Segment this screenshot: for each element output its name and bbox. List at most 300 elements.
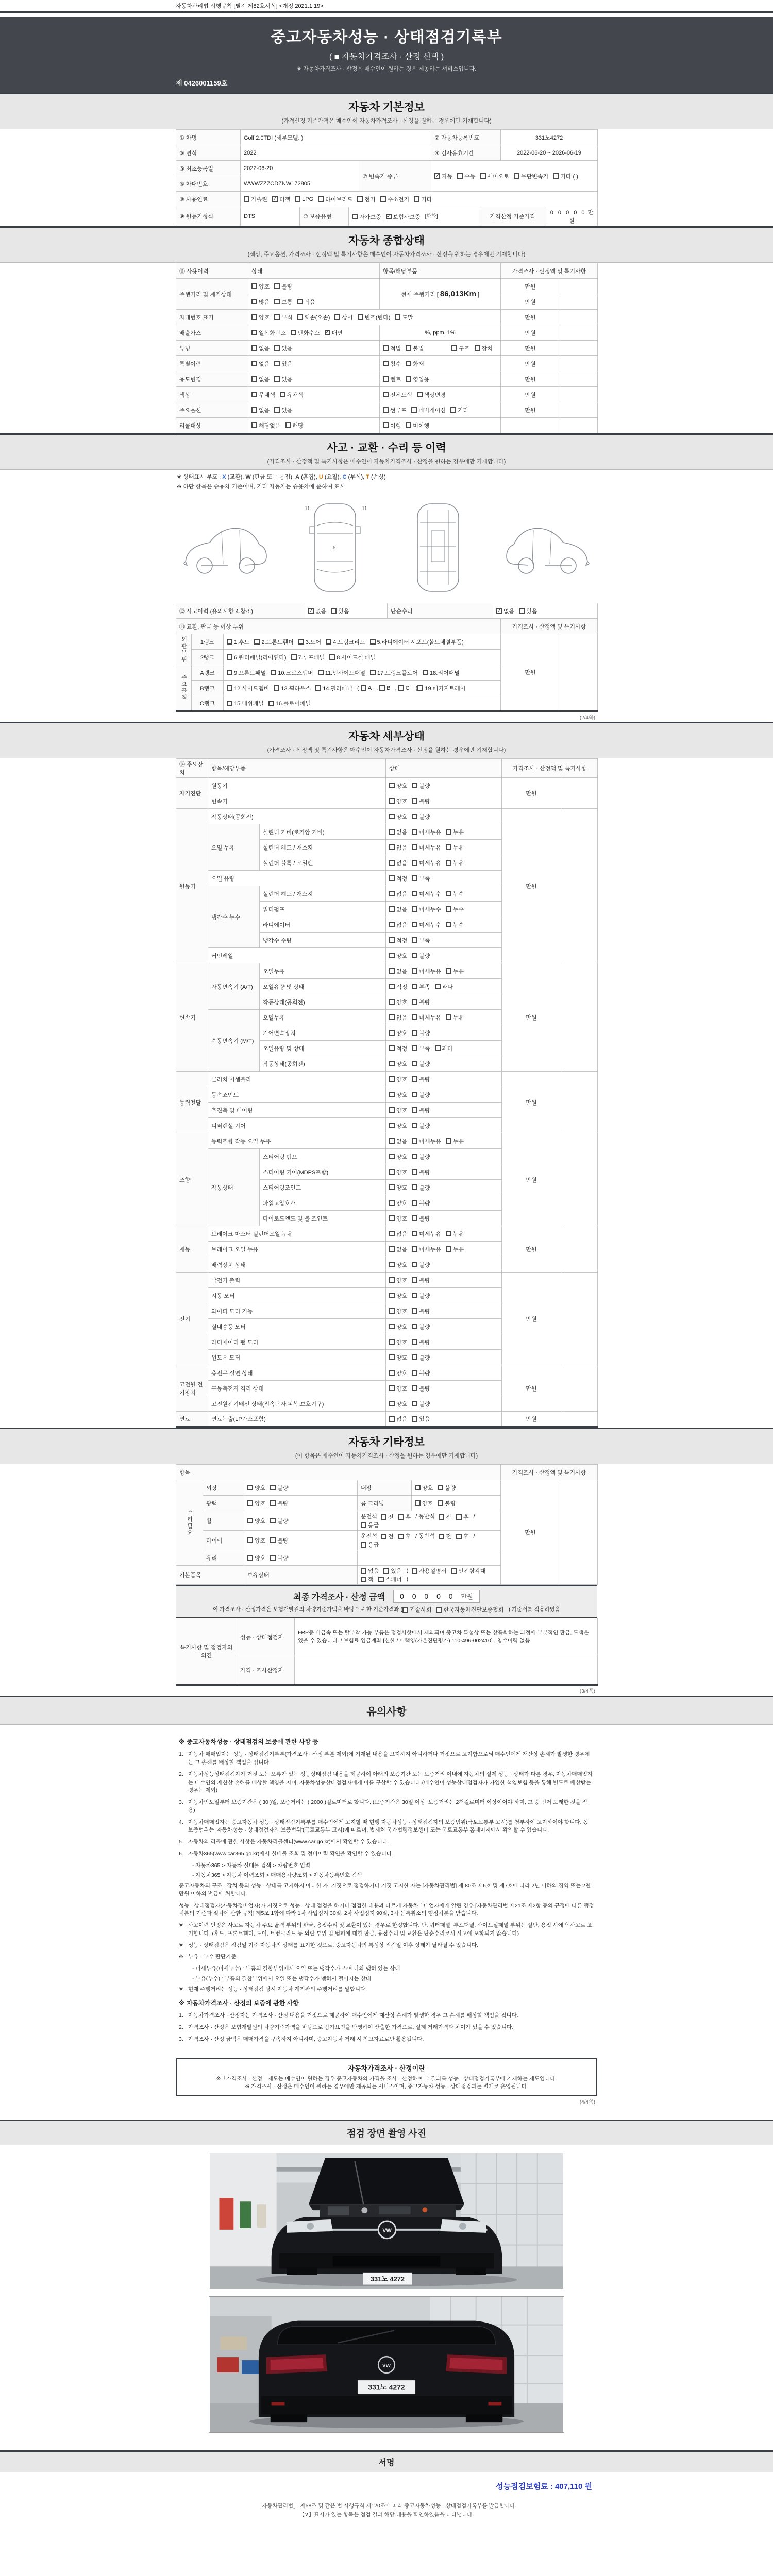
option-checkbox[interactable]: [274, 344, 292, 352]
option-checkbox[interactable]: [251, 329, 286, 337]
option-checkbox[interactable]: [361, 1521, 379, 1529]
field-label: ① 차명: [176, 130, 241, 145]
option-checkbox[interactable]: [412, 874, 430, 883]
inspection-photos: [176, 2145, 597, 2447]
checkbox-label: 불량: [419, 1200, 430, 1207]
option-checkbox[interactable]: [412, 828, 441, 836]
option-checkbox[interactable]: [446, 967, 464, 975]
option-checkbox[interactable]: [251, 313, 270, 321]
price-cell: 만원: [501, 325, 560, 341]
option-checkbox[interactable]: [227, 653, 287, 662]
option-checkbox[interactable]: [389, 1137, 407, 1145]
option-checkbox[interactable]: [383, 375, 401, 383]
option-checkbox[interactable]: [389, 1013, 407, 1022]
option-checkbox[interactable]: [270, 1499, 288, 1507]
option-checkbox[interactable]: [370, 638, 464, 646]
option-checkbox[interactable]: [274, 313, 292, 321]
option-checkbox[interactable]: [389, 952, 407, 960]
option-checkbox[interactable]: [389, 797, 407, 805]
option-checkbox[interactable]: [270, 1554, 288, 1562]
car-diagram-right-side: [502, 497, 595, 598]
option-checkbox[interactable]: [412, 1183, 430, 1192]
option-checkbox[interactable]: [383, 344, 401, 352]
checkbox-icon: [412, 1308, 417, 1314]
option-checkbox[interactable]: [389, 1091, 407, 1099]
option-checkbox[interactable]: [268, 699, 311, 707]
option-checkbox[interactable]: [389, 1353, 407, 1362]
option-checkbox[interactable]: [270, 1517, 288, 1525]
option-checkbox[interactable]: [415, 1499, 433, 1507]
damage-code: X: [222, 474, 226, 480]
checkbox-label: 이행: [390, 422, 401, 429]
option-checkbox[interactable]: [378, 1575, 402, 1583]
option-checkbox[interactable]: [389, 1384, 407, 1393]
option-checkbox[interactable]: [412, 905, 441, 913]
option-checkbox[interactable]: [412, 1369, 430, 1377]
option-checkbox[interactable]: [358, 313, 391, 321]
checkbox-icon: [331, 608, 337, 614]
option-checkbox[interactable]: [451, 344, 469, 352]
option-checkbox[interactable]: [446, 905, 464, 913]
option-checkbox[interactable]: [247, 1554, 265, 1562]
option-checkbox[interactable]: [457, 172, 475, 180]
option-checkbox[interactable]: [389, 1183, 407, 1192]
item-label: 스티어링조인트: [260, 1180, 386, 1195]
option-checkbox[interactable]: [389, 1400, 407, 1408]
option-checkbox[interactable]: [446, 921, 464, 929]
option-checkbox[interactable]: [389, 1075, 407, 1083]
option-checkbox[interactable]: [389, 890, 407, 898]
option-checkbox[interactable]: [389, 859, 407, 867]
option-checkbox[interactable]: [389, 1153, 407, 1161]
checkbox-icon: [417, 392, 423, 397]
option-checkbox[interactable]: [389, 1214, 407, 1223]
option-checkbox[interactable]: [412, 1168, 430, 1176]
checkbox-label: 있음: [281, 361, 293, 367]
option-checkbox[interactable]: [412, 1307, 430, 1315]
item-cell: [380, 418, 501, 433]
option-checkbox[interactable]: [406, 344, 424, 352]
option-checkbox[interactable]: [389, 967, 407, 975]
option-checkbox[interactable]: [389, 828, 407, 836]
option-checkbox[interactable]: [389, 982, 407, 991]
option-checkbox[interactable]: [415, 1484, 433, 1492]
option-checkbox[interactable]: [325, 329, 343, 337]
option-checkbox[interactable]: [389, 1106, 407, 1114]
section-detail-header: [0, 722, 773, 758]
option-checkbox[interactable]: [386, 213, 421, 221]
option-checkbox[interactable]: [446, 1013, 464, 1022]
option-checkbox[interactable]: [412, 890, 441, 898]
checkbox-icon: [389, 798, 395, 804]
option-checkbox[interactable]: [412, 1245, 441, 1253]
option-checkbox[interactable]: [383, 360, 401, 368]
item-label: 디퍼렌셜 기어: [208, 1118, 386, 1133]
option-checkbox[interactable]: [412, 1323, 430, 1331]
checkbox-icon: [389, 1246, 395, 1252]
option-checkbox[interactable]: [411, 406, 446, 414]
option-checkbox[interactable]: [247, 1484, 265, 1492]
price-cell: 만원: [501, 634, 560, 711]
price-cell: 만원: [502, 1365, 561, 1412]
option-checkbox[interactable]: [389, 1168, 407, 1176]
option-checkbox[interactable]: [389, 1261, 407, 1269]
option-checkbox[interactable]: [412, 982, 430, 991]
status-cell: [386, 778, 502, 793]
option-checkbox[interactable]: [423, 669, 460, 677]
option-checkbox[interactable]: [412, 1214, 430, 1223]
detail-row: [176, 963, 598, 979]
option-checkbox[interactable]: [274, 282, 292, 291]
checkbox-label: 불량: [419, 1370, 430, 1377]
checkbox-label: 불량: [419, 1401, 430, 1408]
option-checkbox[interactable]: [383, 391, 412, 399]
simple-repair-options: [493, 603, 598, 619]
option-checkbox[interactable]: [412, 1091, 430, 1099]
rank-row: [176, 634, 598, 650]
checkbox-label: 불량: [419, 1339, 430, 1346]
option-checkbox[interactable]: [291, 653, 325, 662]
option-checkbox[interactable]: [389, 1029, 407, 1037]
option-checkbox[interactable]: [395, 313, 413, 321]
option-checkbox[interactable]: [389, 843, 407, 852]
option-checkbox[interactable]: [412, 1153, 430, 1161]
option-checkbox[interactable]: [272, 195, 290, 204]
checkbox-icon: [395, 314, 400, 320]
option-checkbox[interactable]: [291, 329, 320, 337]
checkbox-label: 불량: [419, 1184, 430, 1191]
option-checkbox[interactable]: [298, 638, 321, 646]
option-checkbox[interactable]: [412, 1122, 430, 1130]
option-checkbox[interactable]: [406, 421, 429, 430]
option-checkbox[interactable]: [389, 812, 407, 821]
detail-row: [176, 1133, 598, 1149]
checkbox-label: 스패너: [385, 1577, 402, 1583]
option-checkbox[interactable]: [446, 828, 464, 836]
status-cell: [248, 387, 380, 402]
checkbox-icon: [412, 875, 417, 881]
option-checkbox[interactable]: [308, 607, 326, 615]
option-checkbox[interactable]: [412, 1013, 441, 1022]
inspector-opinions-table: [176, 1618, 597, 1686]
option-checkbox[interactable]: [244, 195, 267, 204]
option-checkbox[interactable]: [414, 195, 432, 204]
option-checkbox[interactable]: [434, 172, 452, 180]
option-checkbox[interactable]: [389, 1307, 407, 1315]
option-checkbox[interactable]: [412, 1338, 430, 1346]
option-checkbox[interactable]: [383, 406, 407, 414]
option-checkbox[interactable]: [412, 1567, 446, 1575]
option-checkbox[interactable]: [379, 685, 390, 691]
option-checkbox[interactable]: [326, 638, 365, 646]
option-checkbox[interactable]: [389, 998, 407, 1006]
device-label: 변속기: [176, 963, 208, 1072]
price-cell: 만원: [501, 356, 560, 371]
checkbox-icon: [227, 670, 232, 675]
option-checkbox[interactable]: [380, 195, 410, 204]
checkbox-icon: [415, 1485, 421, 1490]
option-checkbox[interactable]: [412, 967, 441, 975]
option-checkbox[interactable]: [435, 1044, 453, 1053]
option-checkbox[interactable]: [274, 406, 292, 414]
option-checkbox[interactable]: [329, 653, 376, 662]
checkbox-label: 불량: [419, 1215, 430, 1222]
option-checkbox[interactable]: [412, 921, 441, 929]
option-checkbox[interactable]: [456, 1532, 469, 1540]
option-checkbox[interactable]: [227, 699, 264, 707]
option-checkbox[interactable]: [436, 1605, 503, 1614]
checkbox-icon: [412, 1231, 417, 1236]
option-checkbox[interactable]: [297, 313, 330, 321]
simple-repair-label: 단순수리: [388, 603, 493, 619]
option-checkbox[interactable]: [389, 1323, 407, 1331]
option-checkbox[interactable]: [412, 1276, 430, 1284]
option-checkbox[interactable]: [412, 1060, 430, 1068]
option-checkbox[interactable]: [389, 1415, 407, 1423]
option-checkbox[interactable]: [381, 1532, 394, 1540]
notice-item-text: 자동차인도일부터 보증기간은 ( 30 )일, 보증거리는 ( 2000 )킬로미터로 합니다. (보증기간은 30일 이상, 보증거리는 2천킬로미터 이상이어야 하며, 그 중 먼저 도래한 것을 적용): [188, 1799, 587, 1814]
option-checkbox[interactable]: [334, 313, 352, 321]
accident-options: [305, 603, 388, 619]
option-checkbox[interactable]: [280, 391, 304, 399]
option-checkbox[interactable]: [389, 1276, 407, 1284]
etc-options: [244, 1480, 358, 1496]
option-checkbox[interactable]: [389, 1199, 407, 1207]
option-checkbox[interactable]: [389, 874, 407, 883]
option-checkbox[interactable]: [406, 360, 424, 368]
option-checkbox[interactable]: [381, 1513, 394, 1521]
option-checkbox[interactable]: [361, 1575, 374, 1583]
item-label: 파워고압호스: [260, 1195, 386, 1211]
checkbox-icon: [285, 422, 291, 428]
option-checkbox[interactable]: [389, 782, 407, 790]
option-checkbox[interactable]: [251, 282, 270, 291]
option-checkbox[interactable]: [389, 1230, 407, 1238]
option-checkbox[interactable]: [412, 797, 430, 805]
option-checkbox[interactable]: [389, 1044, 407, 1053]
option-checkbox[interactable]: [247, 1499, 265, 1507]
option-checkbox[interactable]: [451, 1567, 485, 1575]
checkbox-icon: [254, 639, 260, 645]
option-checkbox[interactable]: [446, 1245, 464, 1253]
option-checkbox[interactable]: [271, 669, 313, 677]
notice-item: [179, 1819, 594, 1835]
tuning-type-options: [451, 344, 497, 352]
option-checkbox[interactable]: [251, 406, 270, 414]
detail-row: [176, 778, 598, 793]
option-checkbox[interactable]: [496, 607, 514, 615]
option-checkbox[interactable]: [446, 890, 464, 898]
option-checkbox[interactable]: [412, 1292, 430, 1300]
option-checkbox[interactable]: [285, 421, 304, 430]
option-checkbox[interactable]: [412, 1415, 430, 1423]
option-checkbox[interactable]: [227, 638, 249, 646]
opinion-text: FRP등 비금속 또는 탈부착 가능 부품은 점검사항에서 제외되며 중고차 특성상 또는 상품화하는 과정에 부분적인 판금, 도색은 있을 수 있습니다. / 보험료 입금계좌 [신한 / 이택영(가온진단평가) 110-496-002410] , 침수이력 없음: [295, 1618, 598, 1656]
option-checkbox[interactable]: [389, 1245, 407, 1253]
option-checkbox[interactable]: [450, 406, 468, 414]
option-checkbox[interactable]: [318, 669, 365, 677]
option-checkbox[interactable]: [412, 1230, 441, 1238]
checkbox-label: 없음: [396, 829, 408, 836]
option-checkbox[interactable]: [398, 685, 410, 691]
checkbox-icon: [412, 953, 417, 958]
item-label: 기어변속장치: [260, 1025, 386, 1041]
option-checkbox[interactable]: [331, 607, 349, 615]
checkbox-label: 양호: [396, 1107, 408, 1114]
option-checkbox[interactable]: [389, 1369, 407, 1377]
option-checkbox[interactable]: [274, 375, 292, 383]
device-label: 고전원 전기장치: [176, 1365, 208, 1412]
option-checkbox[interactable]: [480, 172, 510, 180]
option-checkbox[interactable]: [357, 195, 375, 204]
option-checkbox[interactable]: [398, 1513, 411, 1521]
checkbox-icon: [412, 1416, 417, 1422]
notice-item: [179, 1850, 594, 1858]
option-checkbox[interactable]: [412, 1075, 430, 1083]
checkbox-icon: [406, 361, 411, 366]
option-checkbox[interactable]: [406, 375, 429, 383]
damage-code: A: [295, 474, 300, 480]
option-checkbox[interactable]: [251, 360, 270, 368]
option-checkbox[interactable]: [389, 1338, 407, 1346]
option-checkbox[interactable]: [227, 684, 269, 692]
option-checkbox[interactable]: [412, 1029, 430, 1037]
option-checkbox[interactable]: [389, 1122, 407, 1130]
option-checkbox[interactable]: [553, 172, 578, 180]
option-checkbox[interactable]: [361, 1540, 379, 1549]
diagram-number: 11: [362, 506, 367, 512]
option-checkbox[interactable]: [383, 421, 401, 430]
option-checkbox[interactable]: [412, 952, 430, 960]
option-checkbox[interactable]: [438, 1484, 456, 1492]
option-checkbox[interactable]: [297, 298, 315, 306]
status-cell: [386, 917, 502, 933]
option-checkbox[interactable]: [412, 859, 441, 867]
option-checkbox[interactable]: [389, 936, 407, 944]
status-cell: [386, 1257, 502, 1273]
option-checkbox[interactable]: [439, 1532, 451, 1540]
notice-item-subline: - 자동차365 > 자동차 이력조회 > 매매용차량조회 > 자동차등록번호 검색: [192, 1872, 362, 1879]
option-checkbox[interactable]: [274, 360, 292, 368]
notice-item-number: 6.: [179, 1850, 183, 1857]
option-checkbox[interactable]: [251, 421, 281, 430]
option-checkbox[interactable]: [514, 172, 548, 180]
option-checkbox[interactable]: [412, 1353, 430, 1362]
checkbox-label: 불량: [277, 1518, 289, 1524]
option-checkbox[interactable]: [383, 1567, 401, 1575]
option-checkbox[interactable]: [412, 812, 430, 821]
option-checkbox[interactable]: [417, 391, 446, 399]
option-checkbox[interactable]: [274, 298, 292, 306]
option-checkbox[interactable]: [270, 1484, 288, 1492]
option-checkbox[interactable]: [412, 1199, 430, 1207]
option-checkbox[interactable]: [412, 1137, 441, 1145]
checkbox-label: 양호: [396, 1154, 408, 1160]
option-checkbox[interactable]: [412, 1384, 430, 1393]
report-header: [0, 17, 773, 93]
option-checkbox[interactable]: [398, 1532, 411, 1540]
option-checkbox[interactable]: [438, 1499, 456, 1507]
option-checkbox[interactable]: [475, 344, 493, 352]
etc-key: 광택: [203, 1496, 244, 1511]
checkbox-icon: [412, 1045, 417, 1051]
option-checkbox[interactable]: [251, 375, 270, 383]
option-checkbox[interactable]: [417, 684, 465, 692]
option-checkbox[interactable]: [519, 607, 537, 615]
option-checkbox[interactable]: [315, 684, 352, 692]
checkbox-icon: [519, 608, 525, 614]
checkbox-label: 불량: [445, 1485, 456, 1492]
checkbox-icon: [251, 407, 257, 413]
checkbox-icon: [480, 173, 486, 179]
option-checkbox[interactable]: [446, 1137, 464, 1145]
option-checkbox[interactable]: [247, 1536, 265, 1545]
checkbox-icon: [456, 1534, 462, 1539]
detail-row: [176, 1273, 598, 1288]
checkbox-label: 누유: [452, 1231, 464, 1238]
checkbox-label: 네비게이션: [418, 407, 446, 414]
checkbox-icon: [270, 1500, 276, 1506]
option-checkbox[interactable]: [446, 1230, 464, 1238]
status-cell: [386, 1010, 502, 1025]
option-checkbox[interactable]: [412, 843, 441, 852]
car-diagram-underside: [399, 495, 477, 600]
option-checkbox[interactable]: [412, 782, 430, 790]
option-checkbox[interactable]: [412, 1261, 430, 1269]
option-checkbox[interactable]: [412, 998, 430, 1006]
option-checkbox[interactable]: [389, 921, 407, 929]
option-checkbox[interactable]: [251, 298, 270, 306]
option-checkbox[interactable]: [251, 344, 270, 352]
option-checkbox[interactable]: [361, 1567, 379, 1575]
option-checkbox[interactable]: [352, 213, 381, 221]
option-checkbox[interactable]: [412, 1044, 430, 1053]
checkbox-icon: [389, 1231, 395, 1236]
checkbox-label: 없음: [396, 891, 408, 897]
option-checkbox[interactable]: [412, 1400, 430, 1408]
option-checkbox[interactable]: [402, 1605, 432, 1614]
option-checkbox[interactable]: [412, 936, 430, 944]
checkbox-label: 해당: [292, 422, 304, 429]
checkbox-label: 양호: [396, 1370, 408, 1377]
option-checkbox[interactable]: [361, 685, 372, 691]
option-checkbox[interactable]: [389, 905, 407, 913]
option-checkbox[interactable]: [412, 1106, 430, 1114]
option-checkbox[interactable]: [270, 1536, 288, 1545]
option-checkbox[interactable]: [435, 982, 453, 991]
checkbox-icon: [412, 1354, 417, 1360]
item-label: 배력장치 상태: [208, 1257, 386, 1273]
option-checkbox[interactable]: [389, 1060, 407, 1068]
option-checkbox[interactable]: [439, 1513, 451, 1521]
checkbox-label: 양호: [396, 1339, 408, 1346]
option-checkbox[interactable]: [251, 391, 275, 399]
option-checkbox[interactable]: [370, 669, 418, 677]
checkbox-icon: [412, 999, 417, 1005]
option-checkbox[interactable]: [295, 196, 313, 202]
year-value: 2022: [241, 145, 431, 161]
option-checkbox[interactable]: [446, 859, 464, 867]
option-checkbox[interactable]: [247, 1517, 265, 1525]
option-checkbox[interactable]: [318, 195, 352, 204]
option-checkbox[interactable]: [456, 1513, 469, 1521]
engine-type-value: DTS: [241, 207, 300, 226]
option-checkbox[interactable]: [389, 1292, 407, 1300]
option-checkbox[interactable]: [254, 638, 293, 646]
option-checkbox[interactable]: [446, 843, 464, 852]
option-checkbox[interactable]: [274, 684, 311, 692]
option-checkbox[interactable]: [227, 669, 266, 677]
